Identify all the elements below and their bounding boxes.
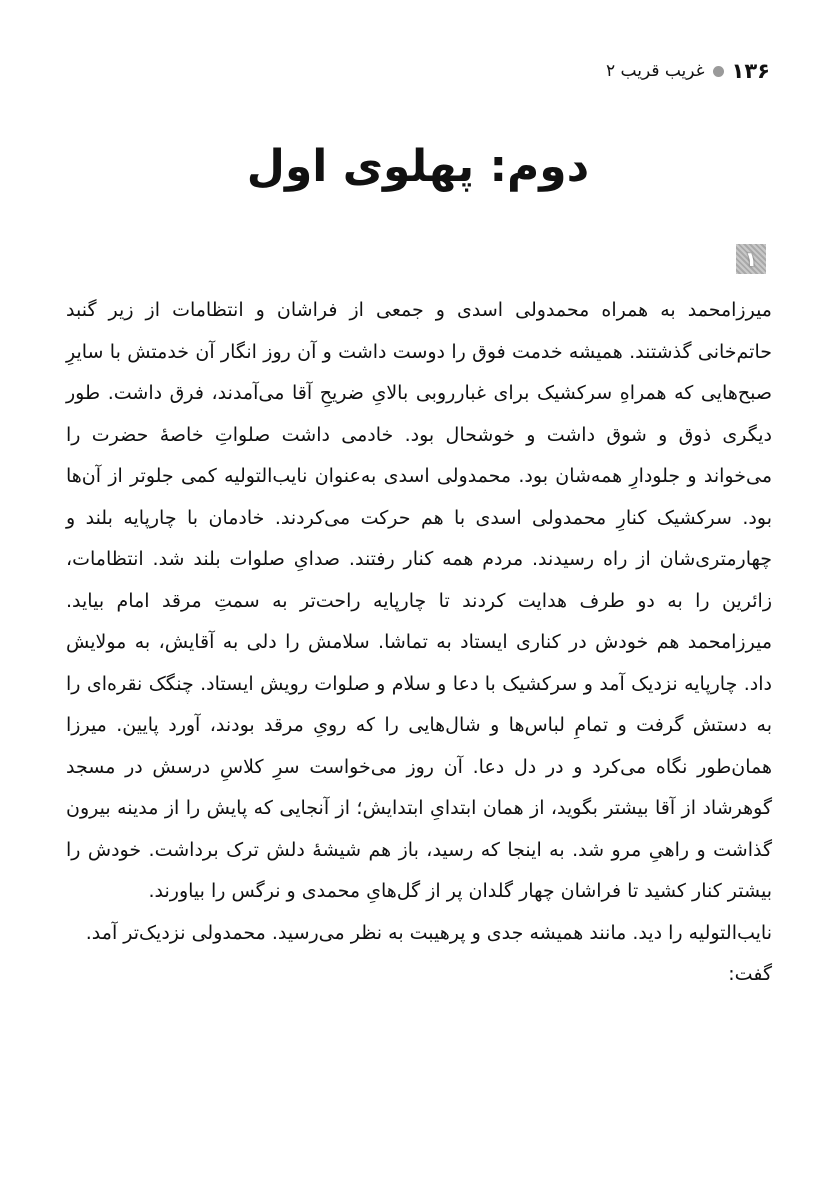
page-number: ۱۳۶ [731, 59, 770, 83]
book-title: غریب قریب ۲ [605, 61, 705, 81]
paragraph-2: نایب‌التولیه را دید. مانند همیشه جدی و پرهیبت به نظر می‌رسید. محمدولی نزدیک‌تر آمد. [85, 921, 772, 944]
body-text [66, 290, 772, 996]
paragraph-3: گفت: [728, 963, 772, 985]
section-number-badge: ۱ [736, 244, 766, 274]
chapter-title: دوم: پهلوی اول [246, 141, 590, 192]
bullet-dot-icon [713, 66, 724, 77]
paragraph-1: میرزامحمد به همراه محمدولی اسدی و جمعی از فراشان و انتظامات از زیر گنبد حاتم‌خانی گذشتند. همیشه خدمت فوق را دوست داشت و آن روز انگار آن خدمتش با سایرِ صبح‌هایی که همراهِ سرکشیک برای غبارروبی بالایِ ضریحِ آقا می‌آمدند، فرق داشت. طور دیگری ذوق و شوق داشت و خوشحال بود. خادمی داشت صلواتِ خاصهٔ حضرت را می‌خواند و جلودارِ همه‌شان بود. محمدولی اسدی به‌عنوان نایب‌التولیه کمی جلوتر از آن‌ها بود. سرکشیک کنارِ محمدولی اسدی با هم حرکت می‌کردند. خادمان با چارپایه بلند و چهارمتری‌شان از راه رسیدند. مردم همه کنار رفتند. صدایِ صلوات بلند شد. انتظامات، زائرین را به دو طرف هدایت کردند تا چارپایه راحت‌تر به سمتِ مرقد امام بیاید. میرزامحمد هم خودش در کناری ایستاد به تماشا. سلامش را دلی به آقایش، به مولایش داد. چارپایه نزدیک آمد و سرکشیک با دعا و سلام و صلوات رویش ایستاد. چنگک نقره‌ای را به دستش گرفت و تمامِ لباس‌ها و شال‌هایی را که رویِ مرقد بودند، آورد پایین. میرزا همان‌طور نگاه می‌کرد و در دل دعا. آن روز می‌خواست سرِ کلاسِ درسش در مسجد گوهرشاد از آقا بیشتر بگوید، از همان ابتدایِ ابتدایش؛ از آنجایی که پایش را از مدینه بیرون گذاشت و راهیِ مرو شد. به اینجا که رسید، باز هم شیشهٔ دلش ترک برداشت. خودش را بیشتر کنار کشید تا فراشان چهار گلدان پر از گل‌هایِ محمدی و نرگس را بیاورند. [66, 299, 772, 902]
running-head [606, 58, 770, 84]
